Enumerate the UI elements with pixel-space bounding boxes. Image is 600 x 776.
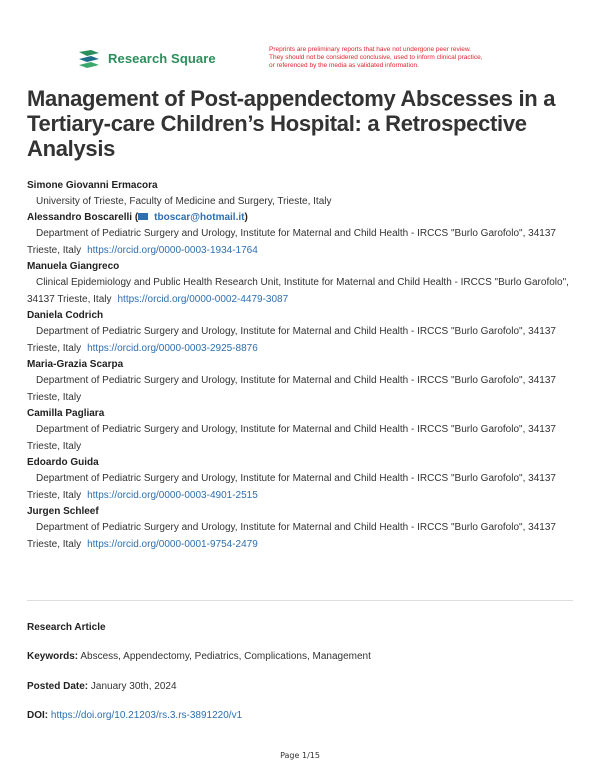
author-affiliation [27,421,577,455]
posted-date-label: Posted Date: [27,681,89,692]
author-name-text: Alessandro Boscarelli [27,212,133,223]
author-entry [27,455,577,504]
research-square-logo[interactable] [77,48,216,68]
research-square-logo-icon [77,48,101,68]
author-entry [27,504,577,553]
author-affiliation [27,193,577,210]
email-link[interactable]: tboscar@hotmail.it [154,212,245,223]
author-affiliation [27,372,577,406]
disclaimer-line: They should not be considered conclusive, used to inform clinical practice, [269,54,483,61]
orcid-link[interactable]: https://orcid.org/0000-0003-1934-1764 [87,245,258,256]
author-name: Simone Giovanni Ermacora [27,180,158,191]
page-header [77,46,537,74]
logo-text: Research Square [108,50,216,66]
email-wrapper: ( tboscar@hotmail.it) [132,212,248,223]
author-entry [27,259,577,308]
author-list [27,178,577,553]
posted-date-line [27,681,177,692]
affiliation-text: University of Trieste, Faculty of Medicine and Surgery, Trieste, Italy [36,196,332,207]
author-entry [27,357,577,406]
author-name: Maria-Grazia Scarpa [27,359,124,370]
author-entry [27,210,577,259]
affiliation-text: Department of Pediatric Surgery and Urology, Institute for Maternal and Child Health - IRCCS "Burlo Garofolo", 34137 Trieste, Italy [27,228,556,256]
author-name: Jurgen Schleef [27,506,99,517]
article-type [27,622,106,633]
disclaimer-line: or referenced by the media as validated information. [269,62,419,69]
author-affiliation [27,225,577,259]
page-number: Page 1/15 [280,751,320,760]
author-affiliation [27,470,577,504]
author-affiliation [27,519,577,553]
author-entry [27,308,577,357]
section-divider [27,600,573,601]
doi-label: DOI: [27,710,49,721]
author-affiliation [27,323,577,357]
author-name [27,210,577,225]
keywords-value: Abscess, Appendectomy, Pediatrics, Complications, Management [80,651,371,662]
orcid-link[interactable]: https://orcid.org/0000-0002-4479-3087 [117,294,289,305]
affiliation-text: Clinical Epidemiology and Public Health Research Unit, Institute for Maternal and Child Health - IRCCS "Burlo Garofolo", 34137 Trieste, Italy [27,277,569,305]
orcid-link[interactable]: https://orcid.org/0000-0003-4901-2515 [87,490,258,501]
affiliation-text: Department of Pediatric Surgery and Urology, Institute for Maternal and Child Health - IRCCS "Burlo Garofolo", 34137 Trieste, Italy [27,424,556,452]
author-name: Edoardo Guida [27,457,99,468]
keywords-line [27,651,371,662]
preprint-disclaimer [269,46,549,70]
posted-date-value: January 30th, 2024 [90,681,177,692]
mail-icon [138,213,148,220]
doi-line [27,710,242,721]
article-type-text: Research Article [27,622,106,633]
author-name: Camilla Pagliara [27,408,105,419]
affiliation-text: Department of Pediatric Surgery and Urology, Institute for Maternal and Child Health - IRCCS "Burlo Garofolo", 34137 Trieste, Italy [27,326,556,354]
orcid-link[interactable]: https://orcid.org/0000-0001-9754-2479 [87,539,258,550]
author-name: Manuela Giangreco [27,261,120,272]
paper-title: Management of Post-appendectomy Abscesses in a Tertiary-care Children’s Hospital: a Retrospective Analysis [27,86,556,161]
disclaimer-line: Preprints are preliminary reports that have not undergone peer review. [269,46,471,53]
affiliation-text: Department of Pediatric Surgery and Urology, Institute for Maternal and Child Health - IRCCS "Burlo Garofolo", 34137 Trieste, Italy [27,473,556,501]
affiliation-text: Department of Pediatric Surgery and Urology, Institute for Maternal and Child Health - IRCCS "Burlo Garofolo", 34137 Trieste, Italy [27,522,556,550]
author-entry [27,406,577,455]
doi-link[interactable]: https://doi.org/10.21203/rs.3.rs-3891220/v1 [50,710,243,721]
orcid-link[interactable]: https://orcid.org/0000-0003-2925-8876 [87,343,258,354]
author-name: Daniela Codrich [27,310,104,321]
author-affiliation [27,274,577,308]
keywords-label: Keywords: [27,651,79,662]
author-entry [27,178,577,210]
affiliation-text: Department of Pediatric Surgery and Urology, Institute for Maternal and Child Health - IRCCS "Burlo Garofolo", 34137 Trieste, Italy [27,375,556,403]
